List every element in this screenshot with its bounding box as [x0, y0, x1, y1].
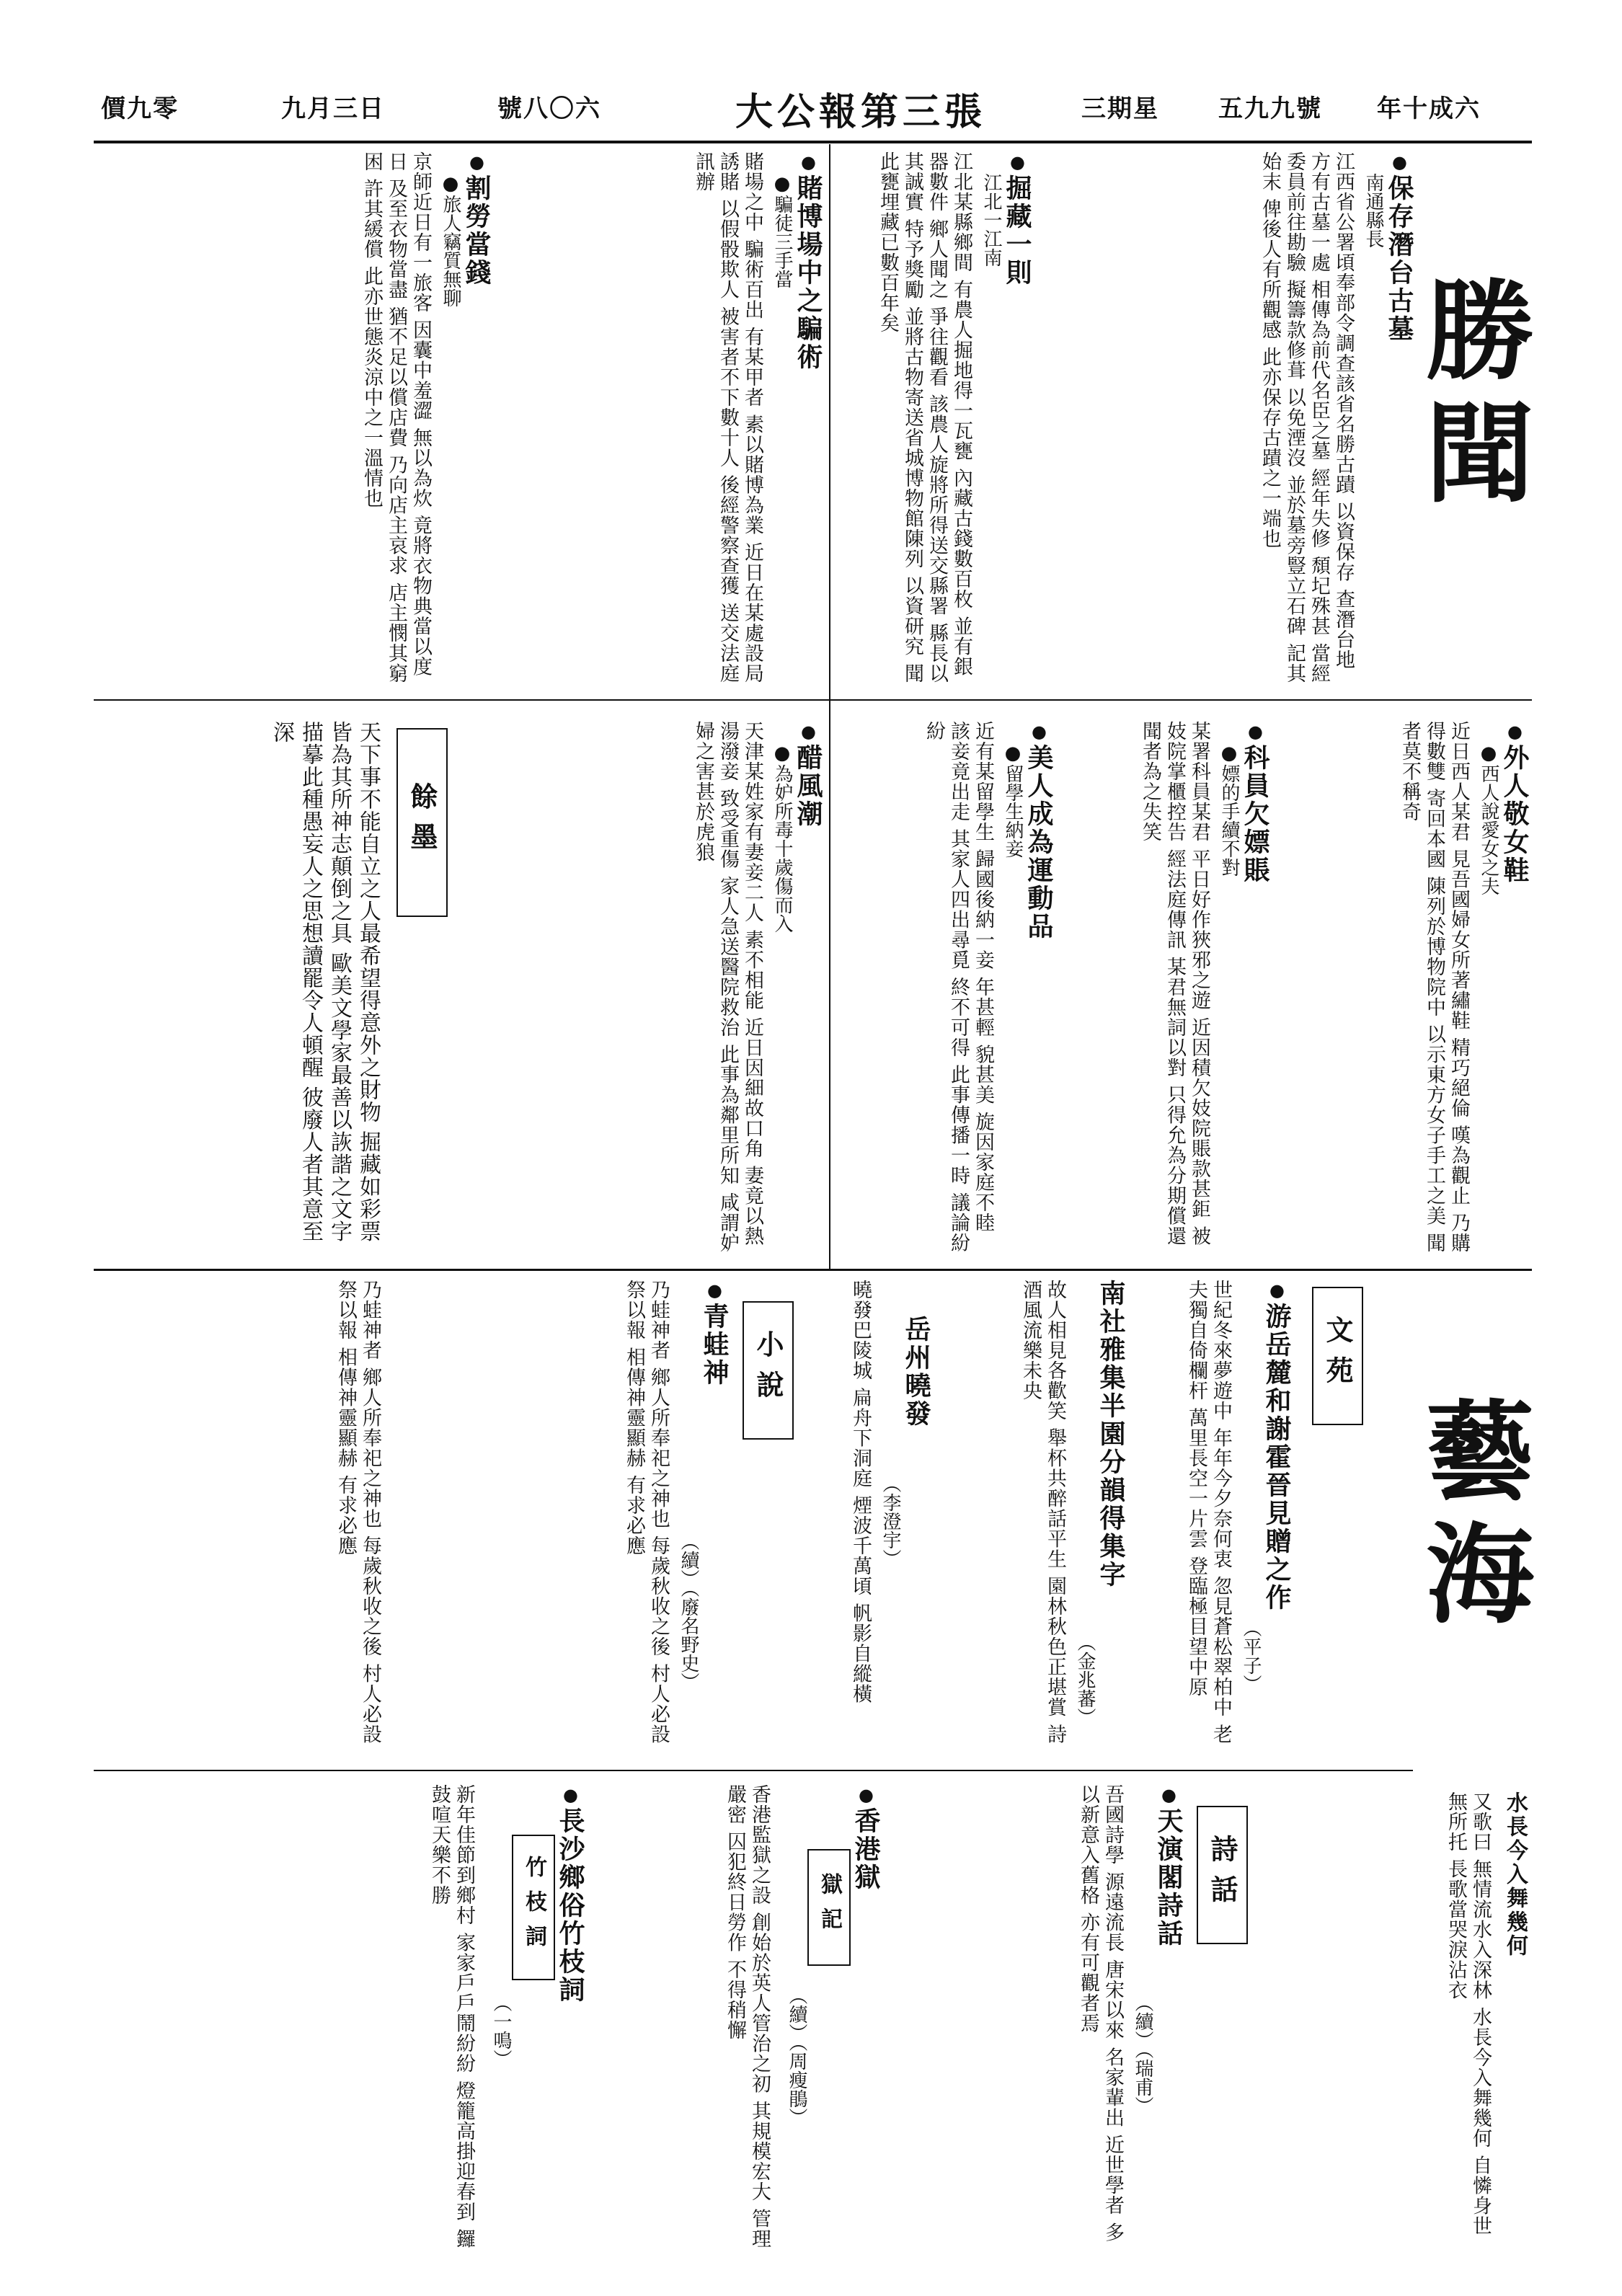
masthead-price: 價九零 [101, 94, 179, 123]
shihua-author: （續）（瑞甫） [1132, 1993, 1153, 2115]
article-subtitle: 南通縣長 [1362, 173, 1384, 248]
article-subtitle: 江北一江南 [980, 173, 1002, 267]
poem-title: ● 游岳麓和謝霍晉見贈之作 [1262, 1280, 1292, 1612]
section-label-wenyuan: 文苑 [1312, 1287, 1363, 1425]
poem-author: （李澄宇） [879, 1474, 901, 1568]
novel-body-continued: 乃蛙神者 鄉人所奉祀之神也 每歲秋收之後 村人必設祭以報 相傳神靈顯赫 有求必應 [334, 1280, 381, 1745]
article-body: 某署科員某君 平日好作狹邪之遊 近因積欠妓院賬款甚鉅 被妓院掌櫃控告 經法庭傳訊 某君無詞以對 只得允為分期償還 聞者為之失笑 [1139, 721, 1210, 1246]
row-divider [94, 699, 1532, 701]
masthead-year: 年十成六 [1377, 94, 1481, 123]
article-title: ● 外人敬女鞋 [1499, 721, 1530, 885]
article-title: ● 割勞當錢 [461, 151, 492, 287]
article-subtitle: ●西人說愛女之夫 [1478, 743, 1499, 895]
zhuzhi-body: 新年佳節到鄉村 家家戶戶鬧紛紛 燈籠高掛迎春到 鑼鼓喧天樂不勝 [428, 1784, 475, 2249]
masthead-week: 五九九號 [1218, 94, 1322, 123]
article-title: ● 科員欠嫖賬 [1240, 721, 1270, 885]
article-subtitle: ●嫖的手續不對 [1218, 743, 1240, 877]
article-title: ● 保存潛台古墓 [1384, 151, 1414, 343]
article-title: ● 醋風潮 [793, 721, 823, 828]
novel-body: 香港監獄之設 創始於英人管治之初 其規模宏大 管理嚴密 囚犯終日勞作 不得稍懈 [724, 1784, 771, 2249]
row-divider [94, 1770, 1413, 1771]
section-yihai [94, 1272, 1532, 2271]
yumo-body: 天下事不能自立之人最希望得意外之財物 掘藏如彩票皆為其所神志顛倒之具 歐美文學家最善以詼諧之文字描摹此種愚妄人之思想讀罷令人頓醒 彼廢人者其意至深 [269, 721, 381, 1243]
article-subtitle: ●旅人竊質無聊 [440, 173, 461, 307]
article-subtitle: ●為妒所毒十歲傷而入 [771, 743, 793, 933]
novel-author: （續）（廢名野史） [678, 1532, 699, 1691]
article-body: 京師近日有一旅客 因囊中羞澀 無以為炊 竟將衣物典當以度日 及至衣物當盡 猶不足以償店費 乃向店主哀求 店主憫其窮困 許其緩償 此亦世態炎涼中之一溫情也 [360, 151, 432, 684]
poem-body: 世紀冬來夢遊中 年年今夕奈何衷 忽見蒼松翠柏中 老夫獨自倚欄杆 萬里長空一片雲 登臨極目望中原 [1185, 1280, 1232, 1745]
newspaper-page [94, 76, 1532, 2274]
poem-title: 南社雅集半園分韻得集字 [1096, 1280, 1126, 1589]
article-body: 賭場之中 騙術百出 有某甲者 素以賭博為業 近日在某處設局誘賭 以假骰欺人 被害者不下數十人 後經警察查獲 送交法庭訊辦 [692, 151, 763, 684]
poem-body: 曉發巴陵城 扁舟下洞庭 煙波千萬頃 帆影自縱橫 [849, 1280, 872, 1704]
section-label-xiaoshuo: 小說 [743, 1301, 794, 1440]
section-title-yihai: 藝海 [1407, 1395, 1534, 1640]
section-shengwen [94, 144, 1532, 1271]
masthead-date: 九月三日 [281, 94, 385, 123]
masthead-sheet: 三期星 [1081, 94, 1159, 123]
section-label-zhuzhici: 竹枝詞 [512, 1835, 555, 1980]
masthead-issue: 號八〇六 [497, 94, 601, 123]
section-label-yumo: 餘墨 [396, 728, 448, 917]
article-title: ● 賭博場中之騙術 [793, 151, 823, 371]
poem-author: （金兆蕃） [1074, 1633, 1096, 1727]
column-divider [829, 144, 830, 1269]
zhuzhi-author: （一鳴） [490, 1993, 512, 2068]
article-body: 近有某留學生 歸國後納一妾 年甚輕 貌甚美 旋因家庭不睦 該妾竟出走 其家人四出尋覓 終不可得 此事傳播一時 議論紛紛 [923, 721, 994, 1254]
article-subtitle: ●騙徒三手當 [771, 173, 793, 288]
zhuzhi-title: ● 長沙鄉俗竹枝詞 [555, 1784, 585, 2004]
article-body: 近日西人某君 見吾國婦女所著繡鞋 精巧絕倫 嘆為觀止 乃購得數雙 寄回本國 陳列於博物院中 以示東方女子手工之美 聞者莫不稱奇 [1399, 721, 1470, 1254]
article-title: ● 掘藏一則 [1002, 151, 1032, 287]
prose-body: 又歌曰 無情流水入深林 水長今入舞幾何 自憐身世無所托 長歌當哭淚沾衣 [1445, 1791, 1492, 2236]
poem-body: 故人相見各歡笑 舉杯共醉話平生 園林秋色正堪賞 詩酒風流樂未央 [1019, 1280, 1066, 1745]
article-body: 江西省公署頃奉部令調查該省名勝古蹟 以資保存 查潛台地方有古墓一處 相傳為前代名臣之墓 經年失修 頹圮殊甚 當經委員前往勘驗 擬籌款修葺 以免湮沒 並於墓旁豎立石碑 記其始末 俾後人有所觀感 此亦保存古蹟之一端也 [1259, 151, 1355, 684]
poem-title: 岳州曉發 [901, 1316, 931, 1428]
shihua-title: ● 天演閣詩話 [1153, 1784, 1184, 1948]
section-label-yuji: 獄記 [807, 1849, 851, 1966]
article-subtitle: ●留學生納妾 [1002, 743, 1024, 858]
novel-author: （續）（周瘦鵑） [786, 1986, 807, 2127]
novel-body: 乃蛙神者 鄉人所奉祀之神也 每歲秋收之後 村人必設祭以報 相傳神靈顯赫 有求必應 [623, 1280, 670, 1745]
poem-author: （平子） [1240, 1618, 1262, 1693]
article-title: ● 美人成為運動品 [1024, 721, 1054, 941]
article-body: 江北某縣鄉間 有農人掘地得一瓦甕 內藏古錢數百枚 並有銀器數件 鄉人聞之 爭往觀看 該農人旋將所得送交縣署 縣長以其誠實 特予獎勵 並將古物寄送省城博物館陳列 以資研究 聞此甕埋藏已數百年矣 [877, 151, 972, 684]
article-body: 天津某姓家有妻妾二人 素不相能 近日因細故口角 妻竟以熱湯潑妾 致受重傷 家人急送醫院救治 此事為鄰里所知 咸謂妒婦之害甚於虎狼 [692, 721, 763, 1254]
section-title-shengwen: 勝聞 [1407, 274, 1534, 519]
novel-title: ● 香港獄 [851, 1784, 881, 1892]
novel-title: ● 青蛙神 [699, 1280, 730, 1387]
masthead [94, 76, 1532, 143]
shihua-body: 吾國詩學 源遠流長 唐宋以來 名家輩出 近世學者 多以新意入舊格 亦有可觀者焉 [1077, 1784, 1124, 2243]
section-label-shihua: 詩話 [1197, 1806, 1248, 1944]
newspaper-name: 大公報第三張 [735, 90, 987, 134]
prose-title: 水長今入舞幾何 [1502, 1791, 1528, 1958]
